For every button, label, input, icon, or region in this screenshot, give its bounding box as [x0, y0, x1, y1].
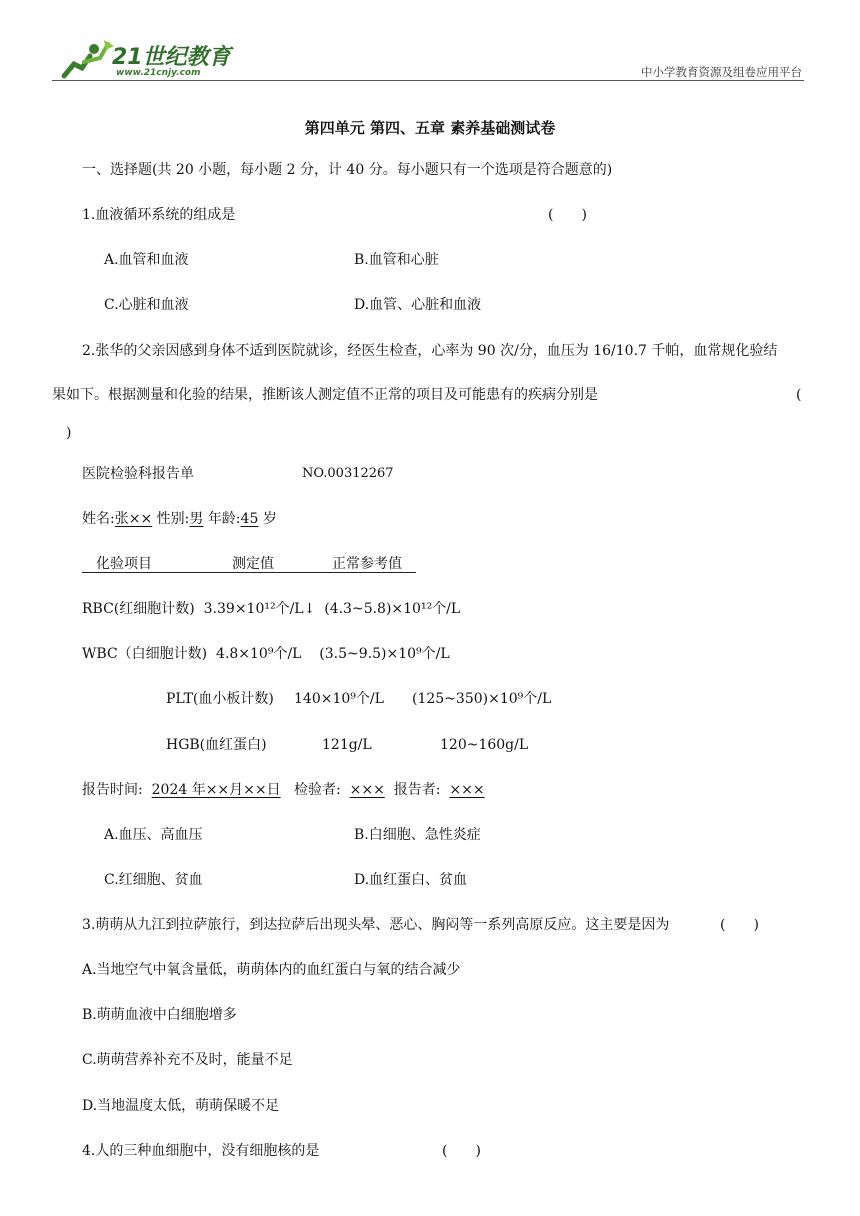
row-item: RBC(红细胞计数) [82, 601, 195, 617]
q1-option-c: C.心脏和血液 [104, 297, 189, 313]
logo-text: 21世纪教育 [112, 45, 231, 70]
q3-option-c: C.萌萌营养补充不及时，能量不足 [82, 1052, 293, 1068]
section-heading: 一、选择题(共 20 小题，每小题 2 分，计 40 分。每小题只有一个选项是符合题意的) [82, 162, 613, 178]
sex-label: 性别: [156, 511, 190, 527]
q1-option-d: D.血管、心脏和血液 [354, 297, 482, 313]
report-title: 医院检验科报告单 [82, 466, 194, 482]
age-unit: 岁 [262, 511, 277, 527]
table-row [82, 645, 450, 663]
platform-name: 中小学教育资源及组卷应用平台 [641, 65, 802, 79]
q2-option-d: D.血红蛋白、贫血 [354, 872, 468, 888]
checker-label: 检验者: [294, 782, 341, 798]
header-divider [52, 80, 804, 81]
row-value: 4.8×10⁹个/L [216, 646, 302, 662]
q2-option-c: C.红细胞、贫血 [104, 872, 203, 888]
q3-answer-blank: ( ) [720, 917, 759, 933]
site-logo [60, 38, 230, 84]
logo-url: www.21cnjy.com [116, 68, 201, 78]
q1-answer-blank: ( ) [548, 207, 587, 223]
age-label: 年龄: [207, 511, 241, 527]
table-header-underline [82, 572, 416, 573]
row-value: 3.39×10¹²个/L↓ [203, 601, 316, 617]
q4-stem: 4.人的三种血细胞中，没有细胞核的是 [82, 1143, 320, 1159]
col-header-item: 化验项目 [96, 556, 152, 572]
row-value: 140×10⁹个/L [294, 691, 384, 707]
col-header-ref: 正常参考值 [332, 556, 402, 572]
q2-stem-line1: 2.张华的父亲因感到身体不适到医院就诊，经医生检查，心率为 90 次/分，血压为 16/10.7 千帕，血常规化验结 [82, 343, 778, 359]
row-ref: (125~350)×10⁹个/L [412, 691, 552, 707]
report-footer [82, 781, 485, 799]
q1-option-b: B.血管和心脏 [354, 252, 439, 268]
name-label: 姓名: [82, 511, 115, 527]
row-value: 121g/L [322, 737, 372, 753]
reporter-label: 报告者: [393, 782, 441, 798]
page-title: 第四单元 第四、五章 素养基础测试卷 [304, 119, 556, 137]
q2-stem-line2: 果如下。根据测量和化验的结果，推断该人测定值不正常的项目及可能患有的疾病分别是 [52, 387, 598, 403]
q2-option-b: B.白细胞、急性炎症 [354, 827, 481, 843]
q1-option-a: A.血管和血液 [104, 252, 189, 268]
q3-option-b: B.萌萌血液中白细胞增多 [82, 1007, 237, 1023]
q4-answer-blank: ( ) [442, 1143, 481, 1159]
patient-age: 45 [240, 511, 259, 527]
row-item: PLT(血小板计数) [166, 691, 274, 707]
col-header-value: 测定值 [232, 556, 274, 572]
row-item: WBC（白细胞计数) [82, 646, 208, 662]
report-number: NO.00312267 [302, 466, 394, 481]
patient-sex: 男 [189, 511, 204, 527]
patient-name: 张×× [114, 511, 153, 527]
table-row [82, 600, 460, 618]
reporter: ××× [449, 782, 485, 798]
q2-option-a: A.血压、高血压 [104, 827, 203, 843]
q3-option-a: A.当地空气中氧含量低，萌萌体内的血红蛋白与氧的结合减少 [82, 962, 461, 978]
row-item: HGB(血红蛋白) [166, 737, 267, 753]
row-ref: (4.3~5.8)×10¹²个/L [324, 601, 461, 617]
q2-paren-close: ) [66, 425, 72, 441]
report-time: 2024 年××月××日 [151, 782, 281, 798]
row-ref: 120~160g/L [440, 737, 529, 753]
q3-option-d: D.当地温度太低，萌萌保暖不足 [82, 1098, 280, 1114]
q2-paren-open: ( [796, 387, 802, 403]
q3-stem: 3.萌萌从九江到拉萨旅行，到达拉萨后出现头晕、恶心、胸闷等一系列高原反应。这主要是因为 [82, 917, 670, 933]
time-label: 报告时间: [82, 782, 143, 798]
q1-stem: 1.血液循环系统的组成是 [82, 207, 236, 223]
row-ref: (3.5~9.5)×10⁹个/L [319, 646, 450, 662]
checker: ××× [349, 782, 385, 798]
patient-info [82, 510, 277, 528]
